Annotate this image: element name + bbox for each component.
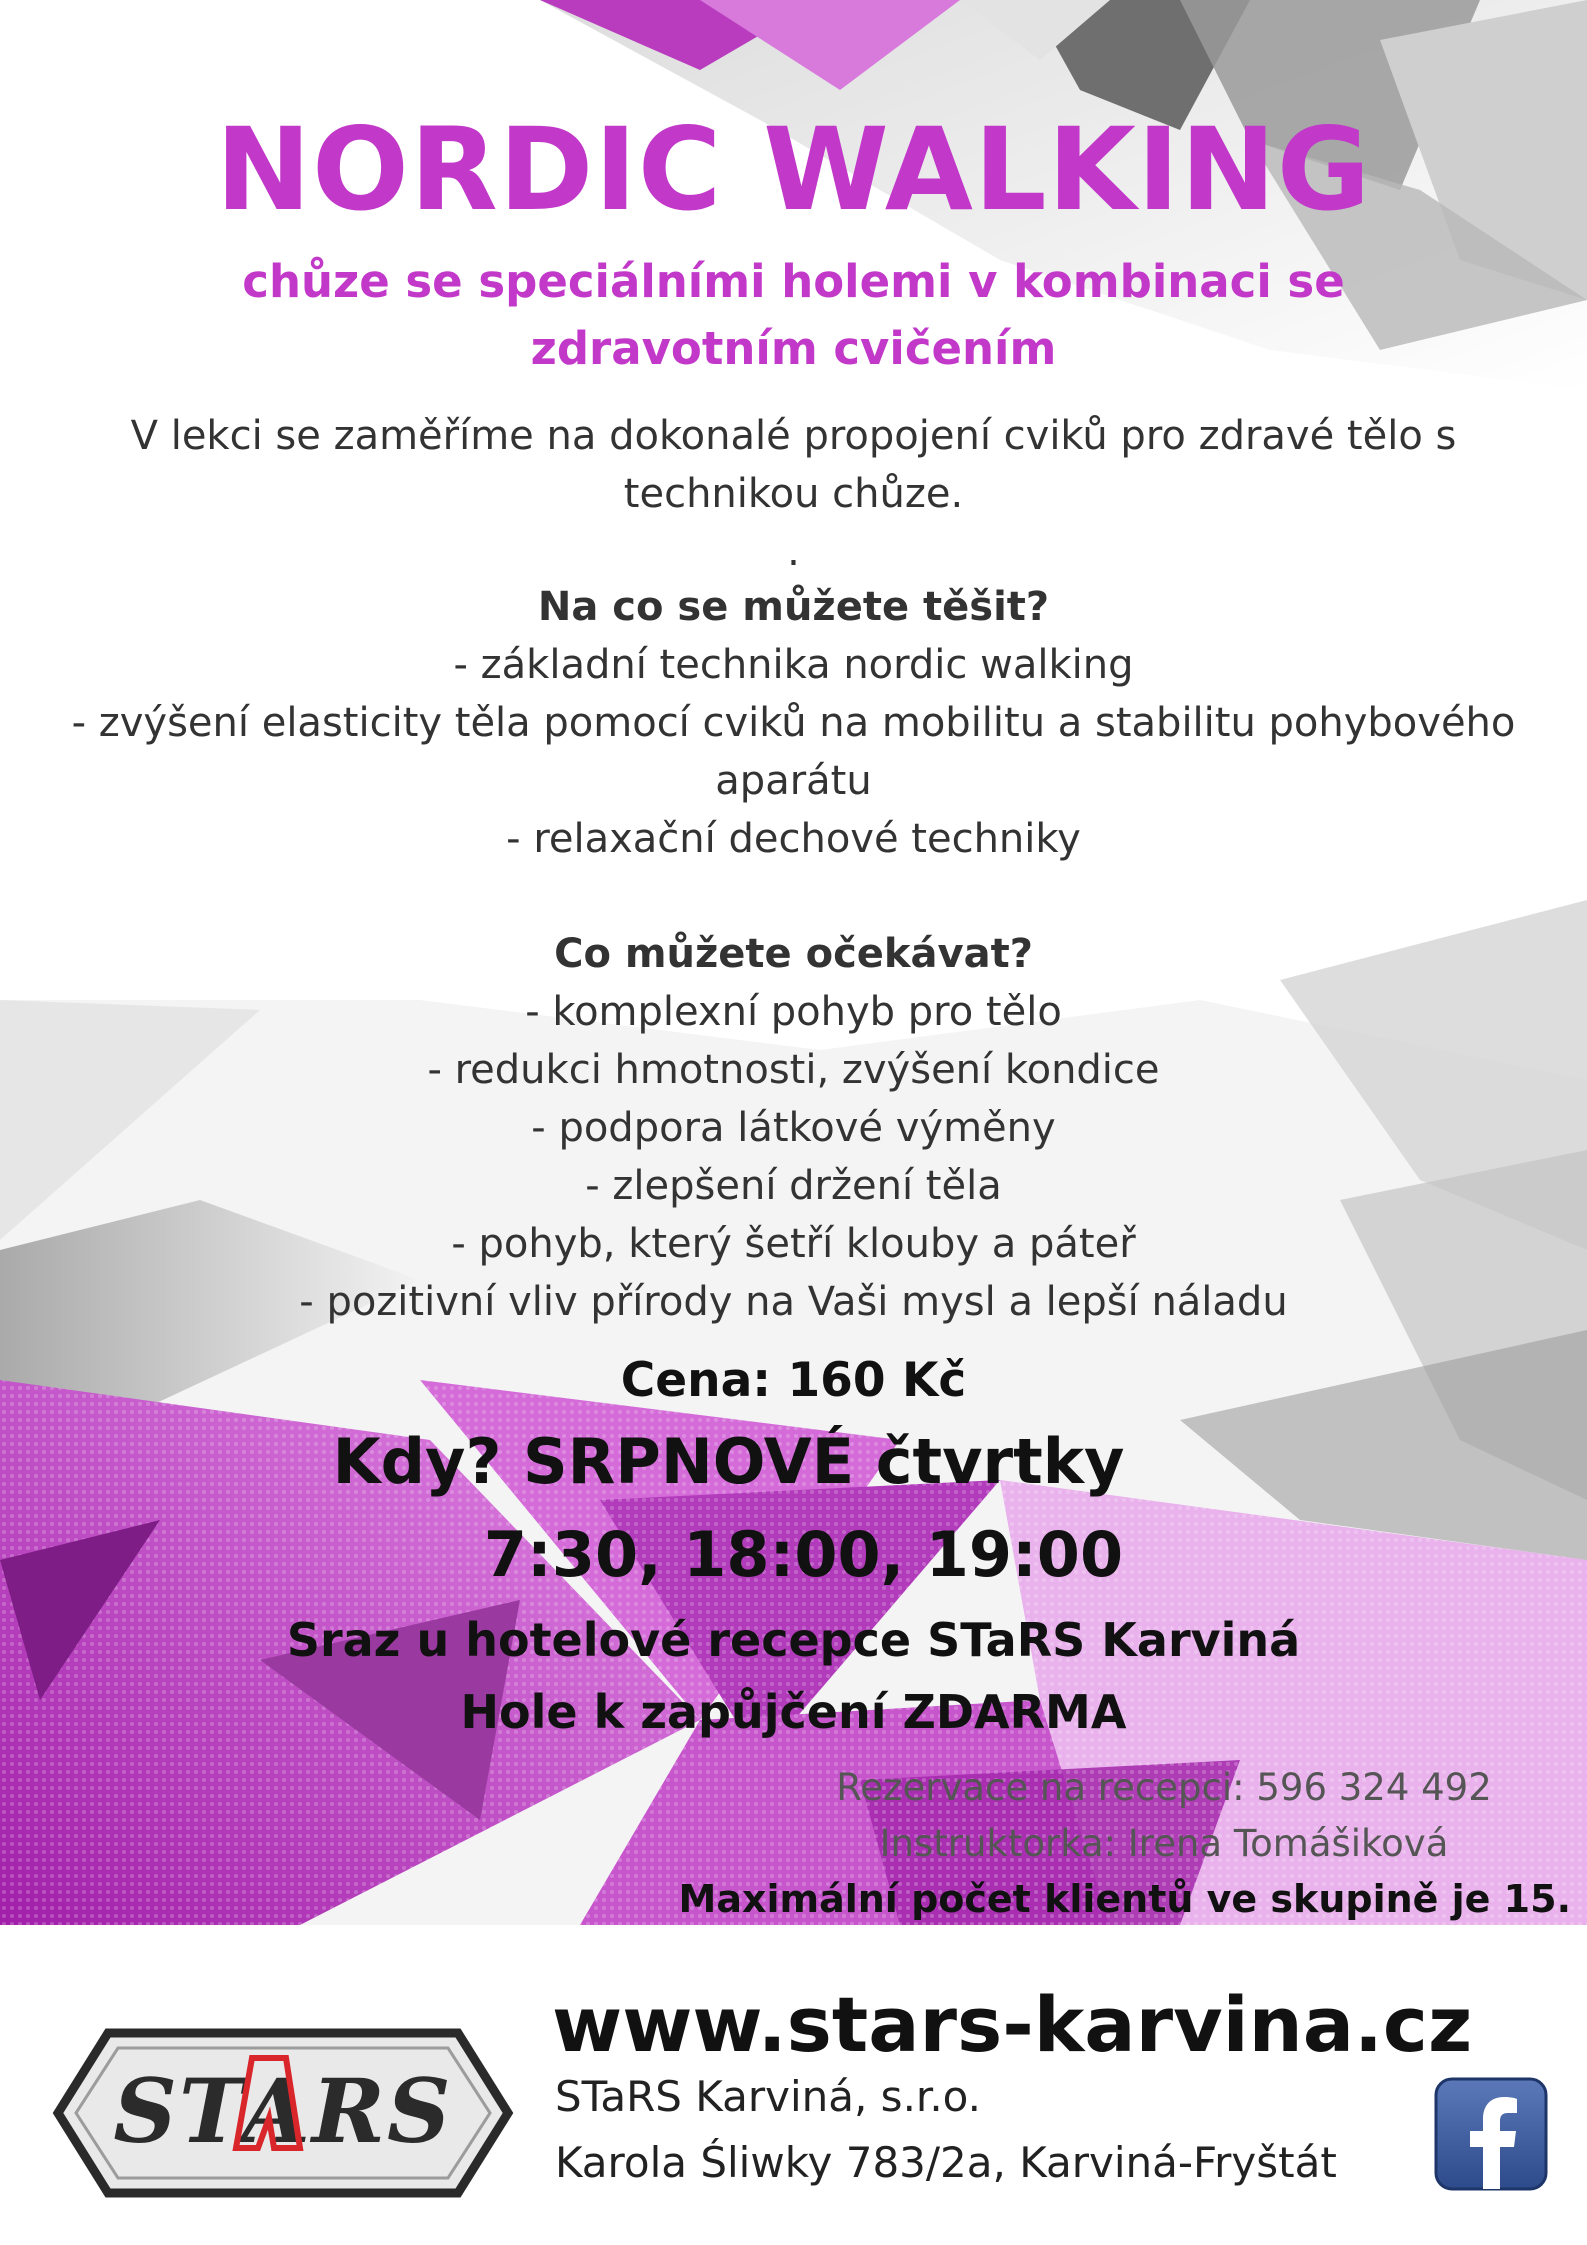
list-item: - komplexní pohyb pro tělo — [525, 989, 1062, 1035]
list-item: aparátu — [715, 758, 872, 804]
subtitle-line: chůze se speciálními holemi v kombinaci se — [242, 255, 1345, 308]
reservation-phone: Rezervace na recepci: 596 324 492 — [836, 1766, 1492, 1809]
company-info — [555, 2064, 1337, 2196]
list-item: - zvýšení elasticity těla pomocí cviků na mobilitu a stabilitu pohybového — [71, 700, 1516, 746]
website-link[interactable]: www.stars-karvina.cz — [552, 1980, 1473, 2069]
contact-info — [824, 1760, 1504, 1872]
intro-paragraph — [0, 407, 1587, 523]
benefits-heading: Na co se můžete těšit? — [537, 584, 1050, 630]
company-name: STaRS Karviná, s.r.o. — [555, 2072, 981, 2121]
expectations-heading: Co můžete očekávat? — [554, 931, 1033, 977]
list-item: - základní technika nordic walking — [453, 642, 1134, 688]
max-clients-note: Maximální počet klientů ve skupině je 15. — [678, 1877, 1571, 1921]
benefits-section — [0, 578, 1587, 868]
list-item: - pozitivní vliv přírody na Vaši mysl a lepší náladu — [299, 1279, 1288, 1325]
stars-logo — [38, 2018, 528, 2208]
meeting-info — [0, 1604, 1587, 1748]
intro-line: V lekci se zaměříme na dokonalé propojení cviků pro zdravé tělo s — [130, 413, 1457, 459]
intro-dot: . — [787, 529, 800, 575]
page-title: NORDIC WALKING — [215, 103, 1372, 236]
list-item: - podpora látkové výměny — [531, 1105, 1056, 1151]
subtitle-line: zdravotním cvičením — [530, 322, 1057, 375]
subtitle — [0, 248, 1587, 382]
meeting-point: Sraz u hotelové recepce STaRS Karviná — [286, 1613, 1301, 1667]
logo-text: STARS — [113, 2059, 453, 2163]
facebook-icon[interactable] — [1434, 2077, 1548, 2191]
list-item: - pohyb, který šetří klouby a páteř — [451, 1221, 1136, 1267]
list-item: - relaxační dechové techniky — [506, 816, 1081, 862]
list-item: - zlepšení držení těla — [585, 1163, 1002, 1209]
price: Cena: 160 Kč — [620, 1353, 967, 1408]
schedule-times: 7:30, 18:00, 19:00 — [483, 1518, 1124, 1591]
expectations-section — [0, 925, 1587, 1331]
instructor-name: Instruktorka: Irena Tomášiková — [879, 1822, 1449, 1865]
schedule-day: Kdy? SRPNOVÉ čtvrtky — [332, 1425, 1125, 1498]
intro-line: technikou chůze. — [623, 471, 964, 517]
company-address: Karola Śliwky 783/2a, Karviná-Fryštát — [555, 2138, 1337, 2187]
poles-info: Hole k zapůjčení ZDARMA — [460, 1685, 1127, 1739]
list-item: - redukci hmotnosti, zvýšení kondice — [427, 1047, 1160, 1093]
